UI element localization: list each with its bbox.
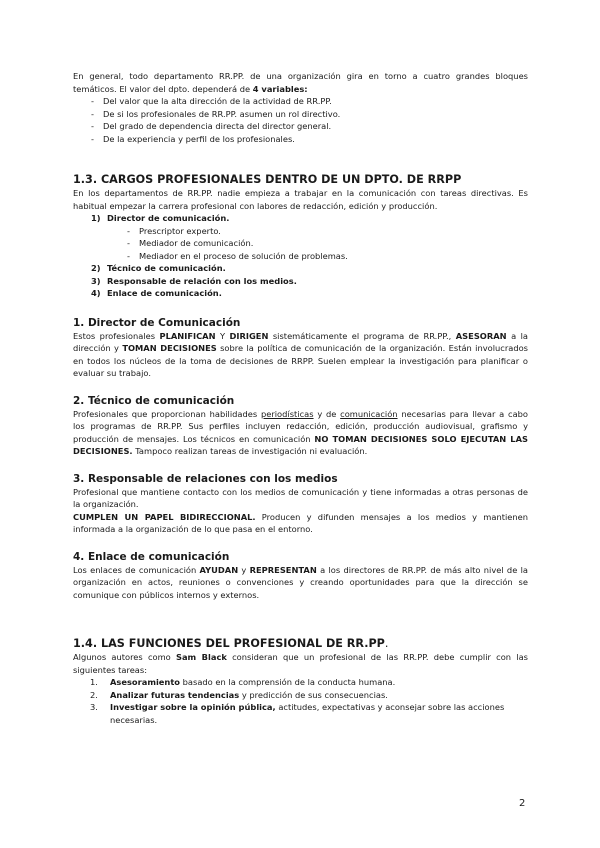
list-item [91,262,528,275]
list-number: 3. [90,702,98,712]
text-run: sistemáticamente el programa de RR.PP., [268,330,456,341]
text-run: consideran que un profesional de las RR.PP. debe cumplir con las siguientes tareas: [73,652,529,675]
heading-director: 1. Director de Comunicación [73,316,241,329]
text-run: necesarias para llevar a cabo los programas de RR.PP. Sus perfiles incluyen redacción, edición, producción audiovisual, grafismo y producción de mensajes. Los técnicos en comunicación [73,408,529,444]
list-item [91,212,528,262]
text-run: y [238,564,250,575]
page-number: 2 [519,798,526,809]
list-number: 1. [90,677,98,687]
role-label: Enlace de comunicación. [107,288,222,298]
text-run: a los directores de RR.PP. de más alto nivel de la organización en actos, reuniones o convenciones y creando oportunidades para que la dirección se comunique con públicos internos y externos. [73,564,528,600]
list-item [91,275,528,288]
text-run: sobre la política de comunicación de la organización. Están involucrados en todos los núcleos de la toma de decisiones de RRPP. Suelen emplear la investigación para planificar o evaluar su trabajo. [73,343,528,378]
intro-bold: 4 variables: [252,83,308,94]
list-item: - Mediador de comunicación. [127,237,528,250]
tasks-list [73,676,528,726]
document-page [73,70,528,726]
list-item: - De la experiencia y perfil de los profesionales. [91,133,528,146]
bold-run: Analizar futuras tendencias [110,689,240,700]
list-item [90,676,528,689]
text-run: y predicción de sus consecuencias. [239,689,388,700]
bold-run: REPRESENTAN [249,564,317,575]
heading-responsable: 3. Responsable de relaciones con los medios [73,472,338,485]
list-item [90,701,528,726]
role-label: Responsable de relación con los medios. [107,275,297,286]
heading-tecnico: 2. Técnico de comunicación [73,394,235,407]
text-run: actitudes, expectativas y aconsejar sobre las acciones necesarias. [110,702,505,725]
list-number: 4) [91,288,101,298]
bold-run: DIRIGEN [229,330,269,341]
list-item: - Prescriptor experto. [127,225,528,238]
role-label: Técnico de comunicación. [107,263,226,273]
heading-dot: . [384,637,389,650]
bold-run: NO TOMAN DECISIONES SOLO EJECUTAN LAS DECISIONES. [73,433,528,456]
list-number: 3) [91,275,101,286]
text-run: a la dirección y [73,330,529,353]
tecnico-paragraph [73,408,528,458]
section-heading-1-3: 1.3. CARGOS PROFESIONALES DENTRO DE UN DPTO. DE RRPP [73,173,462,186]
text-run: Profesionales que proporcionan habilidades [73,408,261,419]
text-run: Los enlaces de comunicación [73,564,200,575]
text-run: Algunos autores como [73,652,176,662]
text-run: basado en la comprensión de la conducta humana. [180,677,396,687]
intro-paragraph [73,70,528,95]
intro-text: En general, todo departamento RR.PP. de una organización gira en torno a cuatro grandes bloques temáticos. El valor del dpto. dependerá de [73,71,528,94]
list-item: - De si los profesionales de RR.PP. asumen un rol directivo. [91,108,528,121]
text-run: Estos profesionales [73,330,160,341]
bold-run: AYUDAN [199,564,239,575]
list-item [91,287,528,300]
variables-list [91,95,528,145]
list-item [90,689,528,702]
text-run: Tampoco realizan tareas de investigación ni evaluación. [132,446,368,456]
bold-run: PLANIFICAN [159,330,216,341]
list-item: - Mediador en el proceso de solución de problemas. [127,250,528,263]
underline-run: periodísticas [260,408,314,419]
role-label: Director de comunicación. [107,213,230,223]
section-1-3-text: En los departamentos de RR.PP. nadie empieza a trabajar en la comunicación con tareas directivas. Es habitual empezar la carrera profesional con labores de redacción, edición y producción. [73,188,528,211]
enlace-paragraph [73,564,528,602]
list-number: 1) [91,213,101,223]
list-item: - Del grado de dependencia directa del director general. [91,120,528,133]
heading-enlace: 4. Enlace de comunicación [73,550,230,563]
roles-list [73,212,528,300]
list-number: 2. [90,689,98,700]
director-paragraph [73,330,528,380]
list-number: 2) [91,263,101,273]
bold-run: Sam Black [175,652,227,662]
underline-run: comunicación [340,408,398,419]
responsable-paragraph-1: Profesional que mantiene contacto con los medios de comunicación y tiene informadas a otras personas de la organización. [73,486,528,509]
text-run: Y [215,330,230,341]
responsable-paragraph-2 [73,511,528,536]
bold-run: Investigar sobre la opinión pública, [110,702,276,712]
bold-run: TOMAN DECISIONES [122,343,217,353]
section-heading-1-4 [73,637,528,651]
section-1-4-text [73,651,528,676]
bold-run: ASESORAN [455,330,507,341]
bold-run: Asesoramiento [110,677,181,687]
text-run: Producen y difunden mensajes a los medios y mantienen informada a la organización de lo que pasa en el entorno. [73,511,529,534]
director-sublist [127,225,528,263]
text-run: y de [313,408,341,419]
list-item: - Del valor que la alta dirección de la actividad de RR.PP. [91,95,528,108]
heading-text: 1.4. LAS FUNCIONES DEL PROFESIONAL DE RR.PP [73,637,385,650]
bold-run: CUMPLEN UN PAPEL BIDIRECCIONAL. [73,511,256,522]
